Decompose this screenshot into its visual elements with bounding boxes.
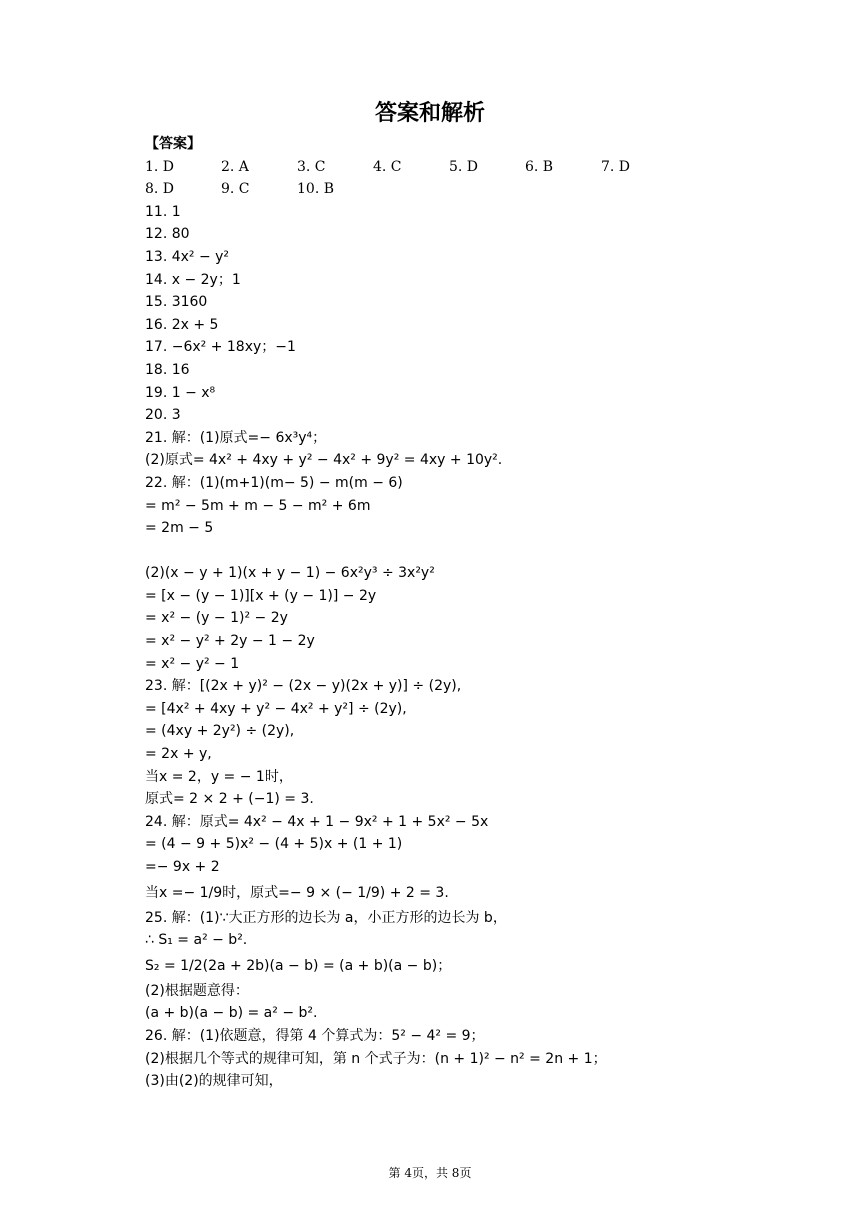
answer-line: = (4xy + 2y²) ÷ (2y), (145, 723, 295, 740)
answer-line-24-evaluation: 当x =− 1/9时，原式=− 9 × (− 1/9) + 2 = 3. (145, 884, 449, 901)
answer-line: 12. 80 (145, 226, 190, 243)
choice-answer: 10. B (297, 181, 335, 198)
choice-answer: 3. C (297, 158, 326, 175)
answer-line: 17. −6x² + 18xy；−1 (145, 339, 296, 356)
answer-line: ∴ S₁ = a² − b². (145, 932, 248, 949)
answer-heading: 【答案】 (145, 136, 201, 152)
answer-line: = 2m − 5 (145, 520, 214, 537)
answer-line: 11. 1 (145, 203, 181, 220)
answer-line: 20. 3 (145, 407, 181, 424)
choice-answer: 4. C (373, 158, 402, 175)
answer-line: = x² − y² − 1 (145, 655, 240, 672)
answer-lines (145, 201, 825, 879)
choice-answer: 9. C (221, 181, 250, 198)
choice-answer: 1. D (145, 158, 175, 175)
page-footer: 第 4页，共 8页 (388, 1166, 472, 1180)
choice-answer: 5. D (449, 158, 479, 175)
choice-answer: 8. D (145, 181, 175, 198)
answer-line: 18. 16 (145, 361, 190, 378)
choice-answers-row-1 (145, 156, 825, 179)
answer-line: 19. 1 − x⁸ (145, 384, 216, 401)
answer-line: = x² − (y − 1)² − 2y (145, 610, 288, 627)
choice-answer: 6. B (525, 158, 554, 175)
answer-line: 16. 2x + 5 (145, 316, 219, 333)
answer-line: 当x = 2，y = − 1时， (145, 768, 293, 785)
answer-lines-25 (145, 907, 825, 952)
answer-line: 原式= 2 × 2 + (−1) = 3. (145, 791, 314, 808)
answer-line: 23. 解：[(2x + y)² − (2x − y)(2x + y)] ÷ (2y), (145, 678, 462, 695)
answer-lines-25-26 (145, 980, 825, 1093)
choice-answer: 2. A (221, 158, 249, 175)
answer-line: =− 9x + 2 (145, 859, 220, 875)
answer-line: (2)根据几个等式的规律可知，第 n 个式子为：(n + 1)² − n² = 2n + 1； (145, 1050, 607, 1067)
answer-content (145, 133, 825, 1093)
answer-line: = [4x² + 4xy + y² − 4x² + y²] ÷ (2y), (145, 700, 407, 717)
answer-line: 13. 4x² − y² (145, 248, 230, 265)
answer-line: 25. 解：(1)∵大正方形的边长为 a，小正方形的边长为 b， (145, 909, 507, 926)
answer-line: 14. x − 2y；1 (145, 271, 241, 288)
answer-line: = 2x + y, (145, 746, 212, 763)
choice-answers-row-2 (145, 178, 825, 201)
answer-line: 26. 解：(1)依题意，得第 4 个算式为：5² − 4² = 9； (145, 1027, 485, 1044)
page-title: 答案和解析 (374, 101, 485, 126)
answer-line: 15. 3160 (145, 294, 208, 311)
answer-line-25-s2: S₂ = 1/2(2a + 2b)(a − b) = (a + b)(a − b)； (145, 957, 452, 974)
answer-line: = [x − (y − 1)][x + (y − 1)] − 2y (145, 587, 377, 604)
answer-line: = m² − 5m + m − 5 − m² + 6m (145, 497, 371, 514)
choice-answer: 7. D (601, 158, 631, 175)
answer-line: (2)(x − y + 1)(x + y − 1) − 6x²y³ ÷ 3x²y² (145, 565, 435, 582)
answer-line: (3)由(2)的规律可知， (145, 1073, 283, 1090)
answer-line: 21. 解：(1)原式=− 6x³y⁴； (145, 429, 327, 446)
answer-line (145, 540, 825, 563)
answer-line: (2)根据题意得： (145, 982, 249, 999)
answer-line: 22. 解：(1)(m+1)(m− 5) − m(m − 6) (145, 474, 403, 491)
answer-line: = x² − y² + 2y − 1 − 2y (145, 633, 315, 650)
answer-line: (a + b)(a − b) = a² − b². (145, 1005, 318, 1022)
answer-line: 24. 解：原式= 4x² − 4x + 1 − 9x² + 1 + 5x² − 5x (145, 813, 489, 830)
answer-line: = (4 − 9 + 5)x² − (4 + 5)x + (1 + 1) (145, 836, 403, 853)
answer-line: (2)原式= 4x² + 4xy + y² − 4x² + 9y² = 4xy + 10y². (145, 452, 503, 469)
